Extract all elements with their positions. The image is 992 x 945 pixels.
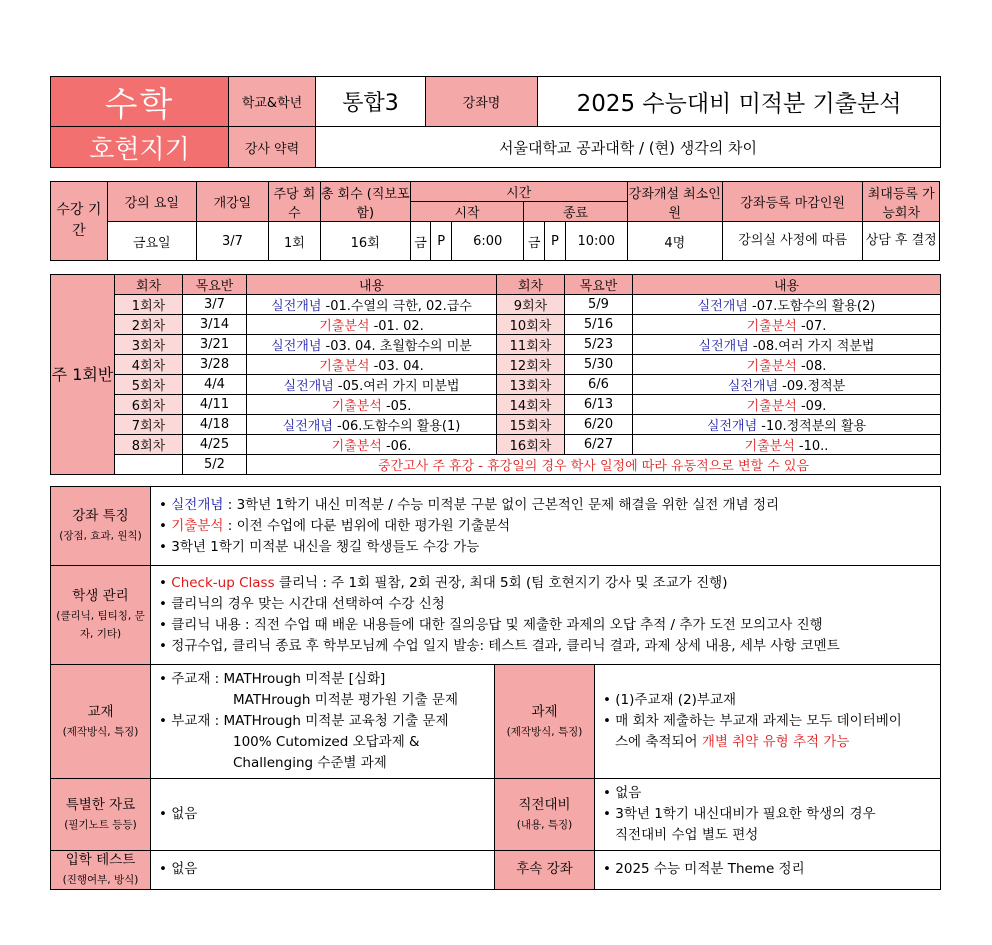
prep-label-cell xyxy=(495,779,595,851)
date-left: 4/4 xyxy=(183,375,247,395)
management-label: 학생 관리 xyxy=(72,587,129,604)
school-grade-label: 학교&학년 xyxy=(229,77,316,127)
session-left: 6회차 xyxy=(115,395,183,415)
homework-line-1: • (1)주교재 (2)부교재 xyxy=(603,692,737,708)
weekly-label: 주 1회반 xyxy=(51,275,115,475)
content-left xyxy=(247,335,497,355)
content-type: 실전개념 xyxy=(727,379,779,394)
content-left xyxy=(247,375,497,395)
entrance-sub: (진행여부, 방식) xyxy=(62,873,139,886)
schedule-table xyxy=(50,181,940,261)
features-body xyxy=(151,487,941,566)
date-right: 6/6 xyxy=(565,375,633,395)
followup-value: 2025 수능 미적분 Theme 정리 xyxy=(615,861,805,878)
teacher-name: 호현지기 xyxy=(51,127,229,168)
features-line-1: • 실전개념 : 3학년 1학기 내신 미적분 / 수능 미적분 구분 없이 근본적인 문제 해결을 위한 실전 개념 정리 xyxy=(159,496,780,513)
date-right: 5/16 xyxy=(565,315,633,335)
col-session-right: 회차 xyxy=(497,275,565,295)
management-line-4: • 정규수업, 클리닉 종료 후 학부모님께 수업 일지 발송: 테스트 결과, 클리닉 결과, 과제 상세 내용, 세부 사항 코멘트 xyxy=(159,638,840,654)
header-total: 총 회수 (직보포함) xyxy=(320,182,410,222)
session-right: 14회차 xyxy=(497,395,565,415)
content-type: 기출분석 xyxy=(331,439,382,454)
special-label: 특별한 자료 xyxy=(65,796,136,813)
homework-sub: (제작방식, 특징) xyxy=(506,725,583,738)
session-right: 13회차 xyxy=(497,375,565,395)
weekly-row xyxy=(51,415,941,435)
date-right: 5/23 xyxy=(565,335,633,355)
session-left: 3회차 xyxy=(115,335,183,355)
content-right xyxy=(633,295,941,315)
special-label-cell xyxy=(51,779,151,851)
content-type: 실전개념 xyxy=(706,419,758,434)
content-text: -03. 04. 초월함수의 미분 xyxy=(321,339,472,354)
textbook-body xyxy=(151,665,495,779)
homework-body xyxy=(595,665,941,779)
prep-body xyxy=(595,779,941,851)
content-right xyxy=(633,335,941,355)
session-right: 16회차 xyxy=(497,435,565,455)
content-type: 실전개념 xyxy=(697,299,748,314)
content-text: -08. xyxy=(796,359,827,374)
header-weekly: 주당 회수 xyxy=(269,182,321,222)
session-left: 5회차 xyxy=(115,375,183,395)
session-right: 11회차 xyxy=(497,335,565,355)
header-min: 강좌개설 최소인원 xyxy=(627,182,722,222)
value-begin-ap: P xyxy=(431,222,452,261)
value-begin-time: 6:00 xyxy=(452,222,524,261)
weekly-row xyxy=(51,335,941,355)
session-left: 1회차 xyxy=(115,295,183,315)
header-end: 종료 xyxy=(524,202,627,222)
textbook-sub: (제작방식, 특징) xyxy=(62,725,139,738)
value-min: 4명 xyxy=(627,222,722,261)
value-start-date: 3/7 xyxy=(196,222,268,261)
homework-line-3: 스에 축적되어 개별 취약 유형 추적 가능 xyxy=(615,734,850,750)
weekly-row xyxy=(51,435,941,455)
management-sub: (클리닉, 팀티칭, 문자, 기타) xyxy=(56,609,145,641)
date-right: 6/20 xyxy=(565,415,633,435)
content-text: -07. xyxy=(796,319,827,334)
content-text: -10.. xyxy=(794,439,829,454)
content-right xyxy=(633,435,941,455)
homework-label-cell xyxy=(495,665,595,779)
content-type: 기출분석 xyxy=(746,399,797,414)
management-line-3: • 클리닉 내용 : 직전 수업 때 배운 내용들에 대한 질의응답 및 제출한 과제의 오답 추적 / 추가 도전 모의고사 진행 xyxy=(159,617,823,633)
textbook-label: 교재 xyxy=(87,703,114,720)
entrance-body: • 없음 xyxy=(151,851,495,890)
header-day: 강의 요일 xyxy=(107,182,196,222)
content-text: -06. xyxy=(381,439,412,454)
weekly-row xyxy=(51,355,941,375)
session-left: 7회차 xyxy=(115,415,183,435)
date-right: 5/9 xyxy=(565,295,633,315)
homework-line-2: • 매 회차 제출하는 부교재 과제는 모두 데이터베이 xyxy=(603,713,902,729)
date-left: 4/25 xyxy=(183,435,247,455)
content-left xyxy=(247,435,497,455)
management-label-cell xyxy=(51,566,151,665)
session-right: 9회차 xyxy=(497,295,565,315)
content-type: 실전개념 xyxy=(271,299,322,314)
textbook-sub-2: 100% Cutomized 오답과제 & xyxy=(233,734,420,750)
value-deadline: 강의실 사정에 따름 xyxy=(722,222,863,261)
entrance-label: 입학 테스트 xyxy=(65,852,136,868)
session-right: 12회차 xyxy=(497,355,565,375)
features-sub: (장점, 효과, 원칙) xyxy=(59,530,142,542)
weekly-table xyxy=(50,274,941,475)
management-body xyxy=(151,566,941,665)
content-type: 기출분석 xyxy=(746,359,797,374)
content-left xyxy=(247,415,497,435)
date-right: 5/30 xyxy=(565,355,633,375)
career-label: 강사 약력 xyxy=(229,127,316,168)
date-right: 6/27 xyxy=(565,435,633,455)
header-table xyxy=(50,76,941,168)
content-left xyxy=(247,295,497,315)
header-deadline: 강좌등록 마감인원 xyxy=(722,182,863,222)
features-label-cell xyxy=(51,487,151,566)
content-right xyxy=(633,355,941,375)
session-left: 4회차 xyxy=(115,355,183,375)
content-type: 기출분석 xyxy=(746,319,797,334)
subject-title: 수학 xyxy=(51,77,229,127)
date-left: 3/28 xyxy=(183,355,247,375)
entrance-value: 없음 xyxy=(171,861,198,878)
content-right xyxy=(633,375,941,395)
col-content-right: 내용 xyxy=(633,275,941,295)
value-begin-day: 금 xyxy=(410,222,431,261)
prep-line-1: • 없음 xyxy=(603,785,642,801)
content-type: 기출분석 xyxy=(319,319,370,334)
weekly-row xyxy=(51,315,941,335)
break-text: 중간고사 주 휴강 - 휴강일의 경우 학사 일정에 따라 유동적으로 변할 수 있음 xyxy=(247,455,941,475)
session-right: 10회차 xyxy=(497,315,565,335)
content-type: 실전개념 xyxy=(271,339,322,354)
session-right: 15회차 xyxy=(497,415,565,435)
content-left xyxy=(247,355,497,375)
content-type: 실전개념 xyxy=(282,419,333,434)
header-begin: 시작 xyxy=(410,202,524,222)
session-left: 8회차 xyxy=(115,435,183,455)
content-text: -05.여러 가지 미분법 xyxy=(333,379,460,394)
period-label: 수강 기간 xyxy=(51,182,108,261)
features-table xyxy=(50,486,941,890)
session-left: 2회차 xyxy=(115,315,183,335)
content-type: 실전개념 xyxy=(283,379,334,394)
col-session-left: 회차 xyxy=(115,275,183,295)
value-end-day: 금 xyxy=(524,222,545,261)
textbook-main-1: • 주교재 : MATHrough 미적분 [심화] xyxy=(159,671,386,687)
value-total: 16회 xyxy=(320,222,410,261)
content-text: -08.여러 가지 적분법 xyxy=(748,339,875,354)
features-line-3: • 3학년 1학기 미적분 내신을 챙길 학생들도 수강 가능 xyxy=(159,538,480,555)
date-right: 6/13 xyxy=(565,395,633,415)
content-right xyxy=(633,415,941,435)
special-sub: (필기노트 등등) xyxy=(64,818,137,831)
career-value: 서울대학교 공과대학 / (현) 생각의 차이 xyxy=(316,127,941,168)
weekly-row xyxy=(51,375,941,395)
date-left: 3/14 xyxy=(183,315,247,335)
content-text: -01. 02. xyxy=(369,319,424,334)
textbook-sub-1: • 부교재 : MATHrough 미적분 교육청 기출 문제 xyxy=(159,713,449,729)
special-value: 없음 xyxy=(171,806,198,822)
date-left: 3/7 xyxy=(183,295,247,315)
weekly-row xyxy=(51,295,941,315)
content-right xyxy=(633,315,941,335)
col-date-left: 목요반 xyxy=(183,275,247,295)
value-day: 금요일 xyxy=(107,222,196,261)
value-end-ap: P xyxy=(545,222,566,261)
value-max: 상담 후 결정 xyxy=(863,222,940,261)
content-type: 기출분석 xyxy=(331,399,382,414)
break-row xyxy=(51,455,941,475)
content-left xyxy=(247,395,497,415)
textbook-main-2: MATHrough 미적분 평가원 기출 문제 xyxy=(233,692,459,708)
content-text: -07.도함수의 활용(2) xyxy=(747,299,876,314)
content-text: -10.정적분의 활용 xyxy=(757,419,867,434)
prep-label: 직전대비 xyxy=(518,796,571,813)
content-text: -06.도함수의 활용(1) xyxy=(332,419,461,434)
content-text: -05. xyxy=(381,399,412,414)
homework-label: 과제 xyxy=(531,703,558,720)
prep-line-2: • 3학년 1학기 내신대비가 필요한 학생의 경우 xyxy=(603,806,876,822)
entrance-label-cell xyxy=(51,851,151,890)
date-left: 3/21 xyxy=(183,335,247,355)
content-text: -09. xyxy=(796,399,827,414)
content-type: 기출분석 xyxy=(744,439,795,454)
weekly-row xyxy=(51,395,941,415)
break-date: 5/2 xyxy=(183,455,247,475)
followup-body: • 2025 수능 미적분 Theme 정리 xyxy=(595,851,941,890)
content-text: -09.정적분 xyxy=(778,379,846,394)
break-empty xyxy=(115,455,183,475)
header-time: 시간 xyxy=(410,182,627,202)
col-content-left: 내용 xyxy=(247,275,497,295)
content-type: 기출분석 xyxy=(319,359,370,374)
prep-line-3: 직전대비 수업 별도 편성 xyxy=(615,827,759,843)
textbook-sub-3: Challenging 수준별 과제 xyxy=(233,755,387,771)
value-end-time: 10:00 xyxy=(565,222,627,261)
management-line-2: • 클리닉의 경우 맞는 시간대 선택하여 수강 신청 xyxy=(159,596,445,612)
school-grade-value: 통합3 xyxy=(316,77,426,127)
textbook-label-cell xyxy=(51,665,151,779)
followup-label: 후속 강좌 xyxy=(495,851,595,890)
management-line-1: • Check-up Class 클리닉 : 주 1회 필참, 2회 권장, 최대 5회 (팀 호현지기 강사 및 조교가 진행) xyxy=(159,575,728,591)
header-start-date: 개강일 xyxy=(196,182,268,222)
features-label: 강좌 특징 xyxy=(72,508,129,525)
course-name-label: 강좌명 xyxy=(426,77,538,127)
content-text: -03. 04. xyxy=(369,359,424,374)
content-left xyxy=(247,315,497,335)
content-type: 실전개념 xyxy=(698,339,749,354)
content-text: -01.수열의 극한, 02.급수 xyxy=(321,299,472,314)
date-left: 4/11 xyxy=(183,395,247,415)
prep-sub: (내용, 특징) xyxy=(516,818,573,831)
content-right xyxy=(633,395,941,415)
special-body: • 없음 xyxy=(151,779,495,851)
course-name-value: 2025 수능대비 미적분 기출분석 xyxy=(538,77,941,127)
features-line-2: • 기출분석 : 이전 수업에 다룬 범위에 대한 평가원 기출분석 xyxy=(159,517,511,534)
value-weekly: 1회 xyxy=(269,222,321,261)
header-max: 최대등록 가능회차 xyxy=(863,182,940,222)
date-left: 4/18 xyxy=(183,415,247,435)
col-date-right: 목요반 xyxy=(565,275,633,295)
